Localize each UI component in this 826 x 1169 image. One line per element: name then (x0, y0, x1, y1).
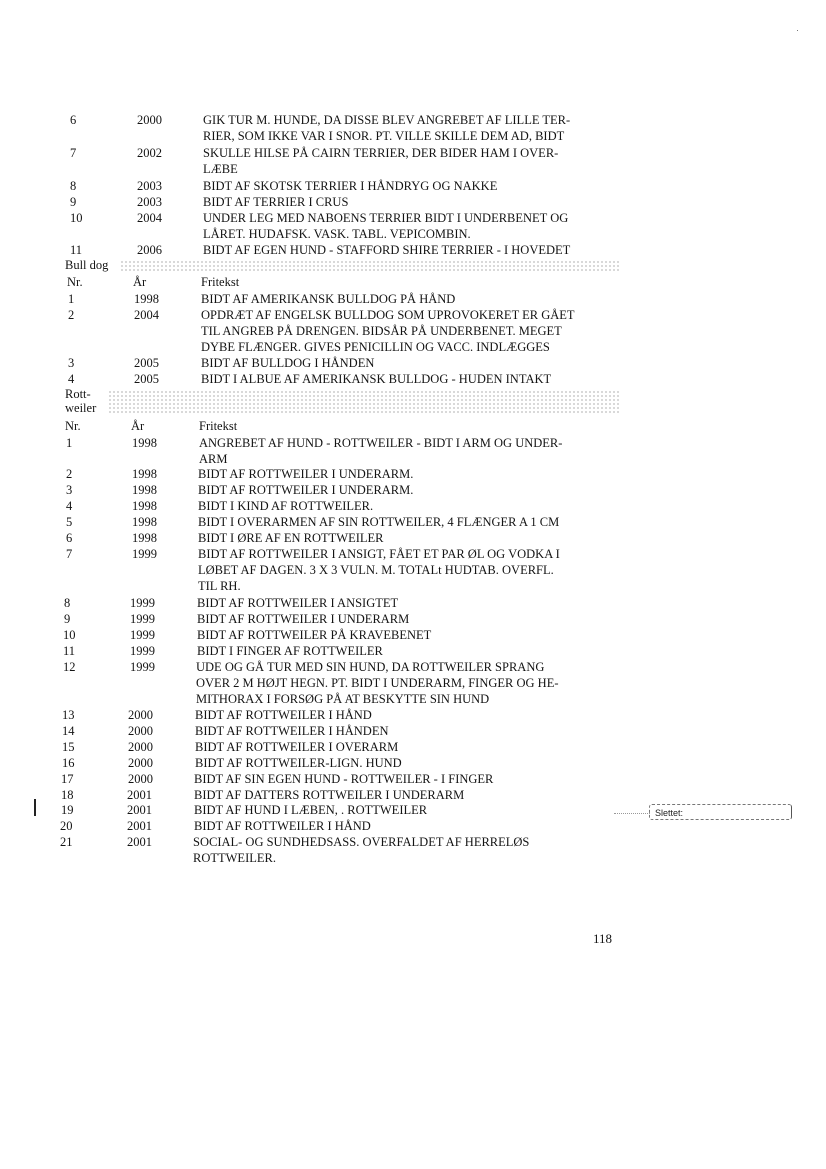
row-text (199, 435, 562, 467)
table-row (0, 514, 826, 530)
row-nr: 5 (66, 515, 73, 529)
header-nr: Nr. (65, 419, 81, 433)
table-row (0, 530, 826, 546)
row-year: 1999 (130, 596, 155, 610)
row-year: 2000 (128, 708, 153, 722)
row-text (203, 210, 568, 242)
table-row (0, 242, 826, 258)
header-text: Fritekst (201, 275, 240, 289)
table-row (0, 482, 826, 498)
row-text-line: TIL RH. (198, 579, 241, 593)
row-text (197, 643, 383, 659)
table-row (0, 739, 826, 755)
row-text (203, 145, 558, 177)
table-row (0, 755, 826, 771)
row-text-line: BIDT AF ROTTWEILER I HÅND (194, 819, 371, 833)
row-text (193, 834, 529, 866)
table-row (0, 818, 826, 834)
row-text-line: BIDT I OVERARMEN AF SIN ROTTWEILER, 4 FLÆNGER A 1 CM (198, 515, 560, 529)
row-text-line: LØBET AF DAGEN. 3 X 3 VULN. M. TOTALt HUDTAB. OVERFL. (198, 563, 554, 577)
row-nr: 20 (60, 819, 73, 833)
row-text-line: BIDT AF ROTTWEILER PÅ KRAVEBENET (197, 628, 432, 642)
row-text (203, 112, 570, 144)
row-text (197, 627, 431, 643)
row-text-line: OVER 2 M HØJT HEGN. PT. BIDT I UNDERARM, FINGER OG HE- (196, 676, 559, 690)
row-text-line: ANGREBET AF HUND - ROTTWEILER - BIDT I ARM OG UNDER- (199, 436, 563, 450)
row-nr: 3 (66, 483, 73, 497)
table-row (0, 435, 826, 466)
row-nr: 18 (61, 788, 74, 802)
row-text-line: BIDT I KIND AF ROTTWEILER. (198, 499, 374, 513)
row-text (194, 818, 371, 834)
row-nr: 6 (70, 113, 77, 127)
row-nr: 13 (62, 708, 75, 722)
row-year: 2000 (128, 724, 153, 738)
row-nr: 12 (63, 660, 76, 674)
row-text (203, 242, 570, 258)
row-nr: 9 (70, 195, 77, 209)
row-text (198, 530, 384, 546)
row-year: 2000 (128, 756, 153, 770)
section-label-line: Bull dog (65, 258, 109, 272)
row-text-line: RIER, SOM IKKE VAR I SNOR. PT. VILLE SKILLE DEM AD, BIDT (203, 129, 565, 143)
row-nr: 4 (66, 499, 73, 513)
header-year: År (131, 419, 145, 433)
row-text (198, 546, 560, 594)
row-text (198, 466, 413, 482)
row-nr: 8 (64, 596, 71, 610)
row-nr: 14 (62, 724, 75, 738)
comment-connector (614, 813, 650, 814)
row-year: 2000 (128, 772, 153, 786)
row-nr: 6 (66, 531, 73, 545)
row-year: 1998 (132, 436, 157, 450)
row-year: 1998 (132, 499, 157, 513)
table-row (0, 498, 826, 514)
row-year: 2004 (137, 211, 162, 225)
row-text-line: BIDT AF ROTTWEILER-LIGN. HUND (195, 756, 402, 770)
row-year: 2004 (134, 308, 159, 322)
row-nr: 19 (61, 803, 74, 817)
table-row (0, 611, 826, 627)
table-header (0, 274, 826, 290)
row-text-line: OPDRÆT AF ENGELSK BULLDOG SOM UPROVOKERET ER GÅET (201, 308, 575, 322)
row-year: 2003 (137, 179, 162, 193)
row-year: 1998 (132, 483, 157, 497)
row-text-line: BIDT AF BULLDOG I HÅNDEN (201, 356, 375, 370)
row-year: 2001 (127, 835, 152, 849)
table-row (0, 707, 826, 723)
row-text-line: BIDT AF SIN EGEN HUND - ROTTWEILER - I FINGER (194, 772, 494, 786)
row-text-line: BIDT AF HUND I LÆBEN, . ROTTWEILER (194, 803, 428, 817)
row-nr: 16 (62, 756, 75, 770)
row-text-line: BIDT AF ROTTWEILER I UNDERARM. (198, 483, 414, 497)
table-row (0, 771, 826, 787)
row-nr: 4 (68, 372, 75, 386)
table-row (0, 723, 826, 739)
row-text (196, 659, 559, 707)
row-nr: 3 (68, 356, 75, 370)
row-text-line: BIDT I ALBUE AF AMERIKANSK BULLDOG - HUDEN INTAKT (201, 372, 552, 386)
row-text (197, 611, 409, 627)
row-nr: 11 (70, 243, 83, 257)
row-text-line: MITHORAX I FORSØG PÅ AT BESKYTTE SIN HUND (196, 692, 490, 706)
table-row (0, 145, 826, 176)
row-nr: 10 (70, 211, 83, 225)
section-label (65, 258, 108, 272)
table-row (0, 210, 826, 241)
row-text-line: SOCIAL- OG SUNDHEDSASS. OVERFALDET AF HERRELØS (193, 835, 530, 849)
scan-mark (797, 30, 798, 31)
table-row (0, 834, 826, 865)
row-nr: 9 (64, 612, 71, 626)
row-text-line: BIDT AF TERRIER I CRUS (203, 195, 349, 209)
row-text (201, 355, 374, 371)
table-row (0, 546, 826, 593)
row-nr: 17 (61, 772, 74, 786)
table-row (0, 194, 826, 210)
row-year: 1998 (132, 531, 157, 545)
table-row (0, 659, 826, 706)
row-text-line: BIDT AF ROTTWEILER I ANSIGT, FÅET ET PAR ØL OG VODKA I (198, 547, 560, 561)
row-text (201, 371, 551, 387)
row-nr: 7 (70, 146, 77, 160)
section-label (65, 387, 96, 415)
row-text-line: BIDT AF ROTTWEILER I HÅND (195, 708, 372, 722)
row-text-line: GIK TUR M. HUNDE, DA DISSE BLEV ANGREBET AF LILLE TER- (203, 113, 571, 127)
section-label-line: Rott- (65, 387, 91, 401)
row-text (198, 514, 559, 530)
row-text (203, 178, 497, 194)
row-text-line: BIDT AF ROTTWEILER I OVERARM (195, 740, 399, 754)
row-year: 2002 (137, 146, 162, 160)
row-year: 2005 (134, 356, 159, 370)
row-nr: 8 (70, 179, 77, 193)
row-text-line: BIDT AF DATTERS ROTTWEILER I UNDERARM (194, 788, 465, 802)
row-text (201, 307, 575, 355)
table-row (0, 466, 826, 482)
row-text-line: LÆBE (203, 162, 238, 176)
table-row (0, 112, 826, 143)
header-year: År (133, 275, 147, 289)
row-nr: 10 (63, 628, 76, 642)
row-text (198, 498, 373, 514)
deleted-comment-balloon[interactable] (649, 804, 792, 820)
row-year: 2001 (127, 788, 152, 802)
row-text (198, 482, 413, 498)
row-nr: 11 (63, 644, 76, 658)
row-year: 1999 (132, 547, 157, 561)
row-year: 2006 (137, 243, 162, 257)
row-text-line: DYBE FLÆNGER. GIVES PENICILLIN OG VACC. INDLÆGGES (201, 340, 550, 354)
row-text-line: BIDT I ØRE AF EN ROTTWEILER (198, 531, 384, 545)
row-year: 1999 (130, 612, 155, 626)
table-row (0, 178, 826, 194)
table-row (0, 371, 826, 387)
table-row (0, 307, 826, 354)
row-year: 2000 (137, 113, 162, 127)
header-nr: Nr. (67, 275, 83, 289)
table-row (0, 787, 826, 803)
row-text (194, 802, 427, 818)
row-year: 1998 (132, 467, 157, 481)
row-year: 1999 (130, 660, 155, 674)
row-text (194, 787, 464, 803)
scan-noise (108, 390, 620, 414)
page-number: 118 (593, 931, 613, 946)
row-text-line: BIDT AF AMERIKANSK BULLDOG PÅ HÅND (201, 292, 456, 306)
header-text: Fritekst (199, 419, 238, 433)
deleted-label: Slettet: (655, 808, 684, 818)
row-year: 2001 (127, 819, 152, 833)
row-year: 1998 (132, 515, 157, 529)
row-text-line: UNDER LEG MED NABOENS TERRIER BIDT I UNDERBENET OG (203, 211, 569, 225)
table-row (0, 355, 826, 371)
row-text-line: BIDT AF ROTTWEILER I UNDERARM (197, 612, 410, 626)
row-year: 1999 (130, 628, 155, 642)
row-nr: 15 (62, 740, 75, 754)
row-text-line: BIDT AF ROTTWEILER I HÅNDEN (195, 724, 389, 738)
row-text (195, 723, 389, 739)
table-row (0, 627, 826, 643)
row-text (195, 755, 402, 771)
row-text-line: BIDT AF ROTTWEILER I ANSIGTET (197, 596, 399, 610)
change-bar (34, 799, 36, 816)
scan-noise (120, 260, 620, 272)
row-year: 2000 (128, 740, 153, 754)
row-nr: 2 (68, 308, 75, 322)
table-row (0, 595, 826, 611)
table-row (0, 291, 826, 307)
row-text-line: BIDT AF EGEN HUND - STAFFORD SHIRE TERRIER - I HOVEDET (203, 243, 571, 257)
row-nr: 1 (66, 436, 73, 450)
table-row (0, 643, 826, 659)
row-text-line: TIL ANGREB PÅ DRENGEN. BIDSÅR PÅ UNDERBENET. MEGET (201, 324, 562, 338)
row-text (201, 291, 455, 307)
row-text-line: SKULLE HILSE PÅ CAIRN TERRIER, DER BIDER HAM I OVER- (203, 146, 559, 160)
row-text-line: BIDT I FINGER AF ROTTWEILER (197, 644, 383, 658)
row-text-line: UDE OG GÅ TUR MED SIN HUND, DA ROTTWEILER SPRANG (196, 660, 545, 674)
row-text-line: BIDT AF SKOTSK TERRIER I HÅNDRYG OG NAKKE (203, 179, 498, 193)
section-label-line: weiler (65, 401, 97, 415)
row-year: 1999 (130, 644, 155, 658)
row-text (203, 194, 348, 210)
row-text (195, 707, 372, 723)
row-nr: 21 (60, 835, 73, 849)
row-text (195, 739, 398, 755)
row-year: 2005 (134, 372, 159, 386)
row-text (197, 595, 398, 611)
table-header (0, 418, 826, 434)
row-nr: 2 (66, 467, 73, 481)
row-text-line: LÅRET. HUDAFSK. VASK. TABL. VEPICOMBIN. (203, 227, 471, 241)
row-nr: 1 (68, 292, 75, 306)
row-year: 2003 (137, 195, 162, 209)
row-year: 2001 (127, 803, 152, 817)
row-text-line: ARM (199, 452, 228, 466)
row-year: 1998 (134, 292, 159, 306)
row-text-line: BIDT AF ROTTWEILER I UNDERARM. (198, 467, 414, 481)
row-text-line: ROTTWEILER. (193, 851, 276, 865)
row-nr: 7 (66, 547, 73, 561)
row-text (194, 771, 493, 787)
